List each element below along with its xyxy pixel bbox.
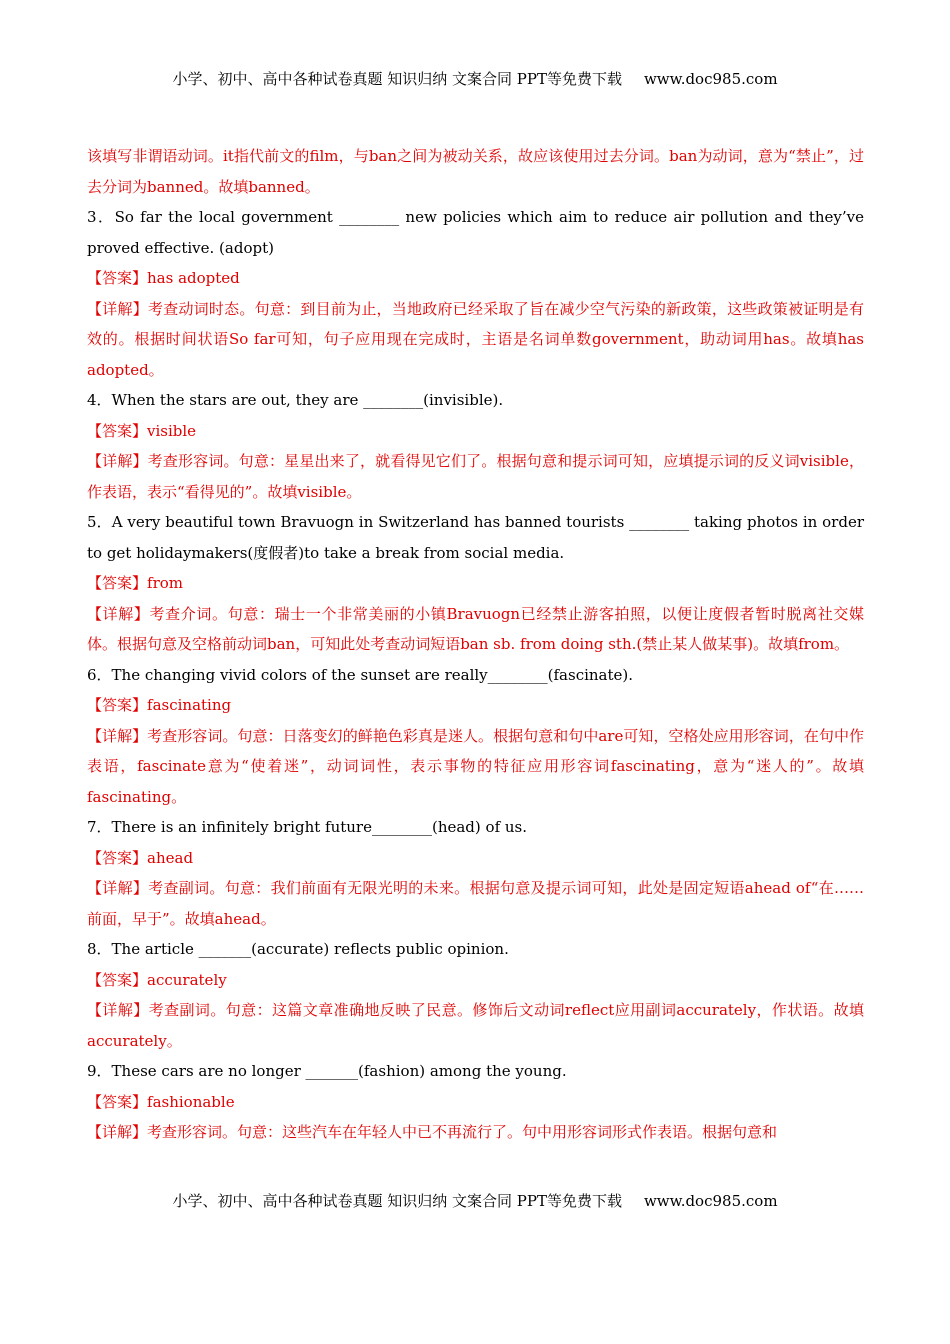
- answer-value: fashionable: [147, 1092, 235, 1111]
- answer-label: 【答案】: [87, 269, 148, 287]
- page-footer: [0, 1190, 950, 1211]
- header-url[interactable]: www.doc985.com: [643, 70, 778, 88]
- explanation-text: 考查形容词。句意：星星出来了，就看得见它们了。根据句意和提示词可知，应填提示词的反义词visible，作表语，表示“看得见的”。故填visible。: [87, 452, 864, 501]
- answer-value: from: [147, 574, 183, 592]
- explanation-label: 【详解】: [87, 879, 149, 897]
- explanation-line: [87, 995, 864, 1056]
- footer-text: 小学、初中、高中各种试卷真题 知识归纳 文案合同 PPT等免费下载: [172, 1192, 622, 1210]
- question-text: 5．A very beautiful town Bravuogn in Switzerland has banned tourists ________ taking photos in order to get holidaymakers(度假者)to take a break from social media.: [87, 513, 864, 562]
- question-item-4: [87, 385, 864, 507]
- question-text: 7．There is an infinitely bright future________(head) of us.: [87, 818, 528, 836]
- page-header: [0, 68, 950, 89]
- explanation-text: 考查副词。句意：我们前面有无限光明的未来。根据句意及提示词可知，此处是固定短语ahead of“在……前面，早于”。故填ahead。: [87, 879, 864, 928]
- document-body: [87, 141, 864, 1148]
- answer-label: 【答案】: [87, 696, 148, 714]
- question-text: 3．So far the local government ________ new policies which aim to reduce air pollution and they’ve proved effective. (adopt): [87, 208, 864, 257]
- explanation-text: 考查动词时态。句意：到目前为止，当地政府已经采取了旨在减少空气污染的新政策，这些政策被证明是有效的。根据时间状语So far可知，句子应用现在完成时，主语是名词单数government，助动词用has。故填has adopted。: [87, 299, 864, 379]
- answer-label: 【答案】: [87, 574, 148, 592]
- answer-value: ahead: [147, 848, 194, 867]
- explanation-label: 【详解】: [87, 1001, 149, 1019]
- answer-label: 【答案】: [87, 970, 148, 989]
- explanation-text: 考查介词。句意：瑞士一个非常美丽的小镇Bravuogn已经禁止游客拍照，以便让度假者暂时脱离社交媒体。根据句意及空格前动词ban，可知此处考查动词短语ban sb. from doing sth.(禁止某人做某事)。故填from。: [87, 604, 864, 653]
- answer-value: visible: [147, 421, 197, 440]
- intro-paragraph: 该填写非谓语动词。it指代前文的film，与ban之间为被动关系，故应该使用过去分词。ban为动词，意为“禁止”，过去分词为banned。故填banned。: [87, 147, 864, 196]
- explanation-line: [87, 873, 864, 934]
- question-item-8: [87, 934, 864, 1056]
- explanation-line: [87, 599, 864, 660]
- explanation-label: 【详解】: [87, 726, 148, 745]
- footer-url[interactable]: www.doc985.com: [643, 1192, 778, 1210]
- question-item-7: [87, 812, 864, 934]
- explanation-line: [87, 721, 864, 813]
- answer-line: [87, 416, 864, 447]
- explanation-label: 【详解】: [87, 604, 150, 623]
- answer-line: [87, 568, 864, 599]
- explanation-line: [87, 294, 864, 386]
- explanation-label: 【详解】: [87, 299, 148, 318]
- question-item-3: [87, 202, 864, 385]
- explanation-label: 【详解】: [87, 1123, 148, 1141]
- answer-line: [87, 843, 864, 874]
- explanation-label: 【详解】: [87, 452, 148, 470]
- explanation-text: 考查形容词。句意：日落变幻的鲜艳色彩真是迷人。根据句意和句中are可知，空格处应用形容词，在句中作表语，fascinate意为“使着迷”，动词词性，表示事物的特征应用形容词fascinating，意为“迷人的”。故填fascinating。: [87, 726, 864, 806]
- answer-line: [87, 263, 864, 294]
- answer-label: 【答案】: [87, 1092, 148, 1111]
- answer-value: fascinating: [147, 696, 232, 714]
- answer-label: 【答案】: [87, 421, 148, 440]
- question-item-9: [87, 1056, 864, 1148]
- question-text: 8．The article _______(accurate) reflects public opinion.: [87, 940, 509, 958]
- question-item-5: [87, 507, 864, 660]
- answer-line: [87, 1087, 864, 1118]
- answer-line: [87, 965, 864, 996]
- question-item-6: [87, 660, 864, 813]
- answer-line: [87, 690, 864, 721]
- question-text: 6．The changing vivid colors of the sunset are really________(fascinate).: [87, 665, 634, 684]
- explanation-text: 考查副词。句意：这篇文章准确地反映了民意。修饰后文动词reflect应用副词accurately，作状语。故填accurately。: [87, 1001, 864, 1050]
- explanation-text: 考查形容词。句意：这些汽车在年轻人中已不再流行了。句中用形容词形式作表语。根据句意和: [147, 1123, 778, 1141]
- answer-value: has adopted: [147, 269, 240, 287]
- question-text: 9．These cars are no longer _______(fashion) among the young.: [87, 1062, 567, 1080]
- answer-label: 【答案】: [87, 848, 148, 867]
- question-text: 4．When the stars are out, they are ________(invisible).: [87, 391, 504, 409]
- explanation-line: [87, 1117, 864, 1148]
- header-text: 小学、初中、高中各种试卷真题 知识归纳 文案合同 PPT等免费下载: [172, 70, 622, 88]
- answer-value: accurately: [147, 970, 227, 989]
- explanation-line: [87, 446, 864, 507]
